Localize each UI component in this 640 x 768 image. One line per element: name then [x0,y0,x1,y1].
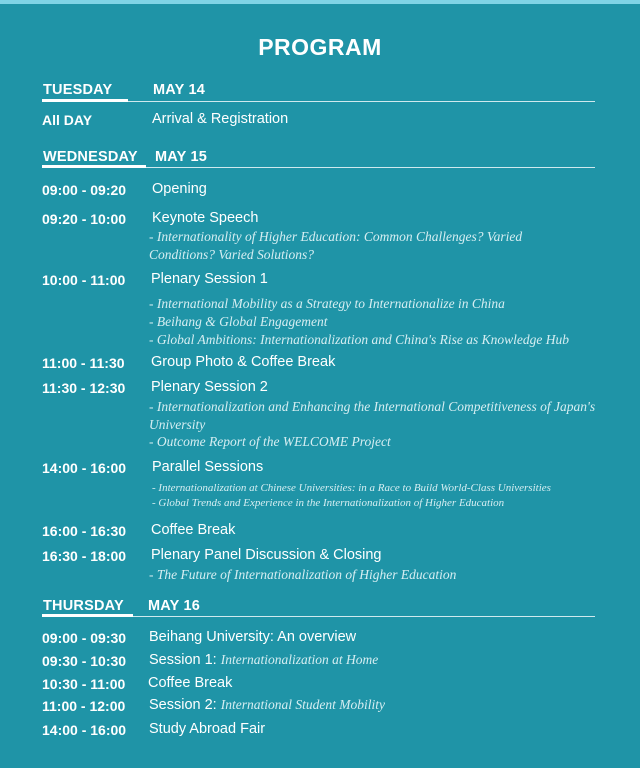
activity-title: Plenary Panel Discussion & Closing [151,547,382,563]
session-detail: - Internationalization at Chinese Universities: in a Race to Build World-Class Universities [152,482,551,494]
activity-prefix: Session 2: [149,697,221,713]
day-date-wednesday: MAY 15 [155,149,207,165]
time-slot: 11:30 - 12:30 [42,380,126,396]
day-date-tuesday: MAY 14 [153,82,205,98]
activity-title: Beihang University: An overview [149,629,357,645]
activity-title: Opening [152,181,207,197]
session-detail: - International Mobility as a Strategy to Internationalize in China [149,296,505,311]
time-slot: 09:00 - 09:30 [42,630,127,646]
activity-topic: International Student Mobility [220,697,385,712]
time-slot: 14:00 - 16:00 [42,460,127,476]
session-detail: - Beihang & Global Engagement [149,314,328,329]
activity-title: Arrival & Registration [152,111,289,127]
time-slot: 10:00 - 11:00 [42,272,126,288]
activity-title: Coffee Break [151,522,236,538]
activity-title: Plenary Session 2 [151,379,268,395]
day-name-thursday: THURSDAY [43,598,124,614]
activity-title: Study Abroad Fair [149,721,266,737]
time-slot: 09:30 - 10:30 [42,653,127,669]
day-underline [42,165,146,168]
activity-title: Group Photo & Coffee Break [151,354,336,370]
top-accent-bar [0,0,640,4]
activity-prefix: Session 1: [149,652,221,668]
time-slot: 09:20 - 10:00 [42,211,127,227]
day-date-thursday: MAY 16 [148,598,200,614]
activity-title [149,697,385,713]
activity-topic: Internationalization at Home [220,652,379,667]
time-slot: 14:00 - 16:00 [42,722,127,738]
time-slot: 11:00 - 12:00 [42,698,126,714]
day-underline [42,614,133,617]
session-detail: - Internationalization and Enhancing the International Competitiveness of Japan's University [149,399,596,432]
page-title: PROGRAM [258,34,382,60]
session-detail: - The Future of Internationalization of Higher Education [149,567,457,582]
session-detail: - Internationality of Higher Education: Common Challenges? Varied Conditions? Varied Solutions? [149,229,523,262]
day-underline [42,99,128,102]
activity-title: Plenary Session 1 [151,271,268,287]
time-slot: 11:00 - 11:30 [42,355,125,371]
time-slot: 16:00 - 16:30 [42,523,127,539]
activity-title: Parallel Sessions [152,459,264,475]
session-detail: - Global Trends and Experience in the Internationalization of Higher Education [152,497,505,509]
session-detail: - Global Ambitions: Internationalization and China's Rise as Knowledge Hub [149,332,570,347]
time-slot: 10:30 - 11:00 [42,676,126,692]
activity-title [149,652,378,668]
activity-title: Keynote Speech [152,210,259,226]
session-detail: - Outcome Report of the WELCOME Project [149,434,391,449]
day-name-tuesday: TUESDAY [43,82,113,98]
time-slot: All DAY [42,112,93,128]
day-name-wednesday: WEDNESDAY [43,149,138,165]
time-slot: 16:30 - 18:00 [42,548,127,564]
activity-title: Coffee Break [148,675,233,691]
time-slot: 09:00 - 09:20 [42,182,127,198]
